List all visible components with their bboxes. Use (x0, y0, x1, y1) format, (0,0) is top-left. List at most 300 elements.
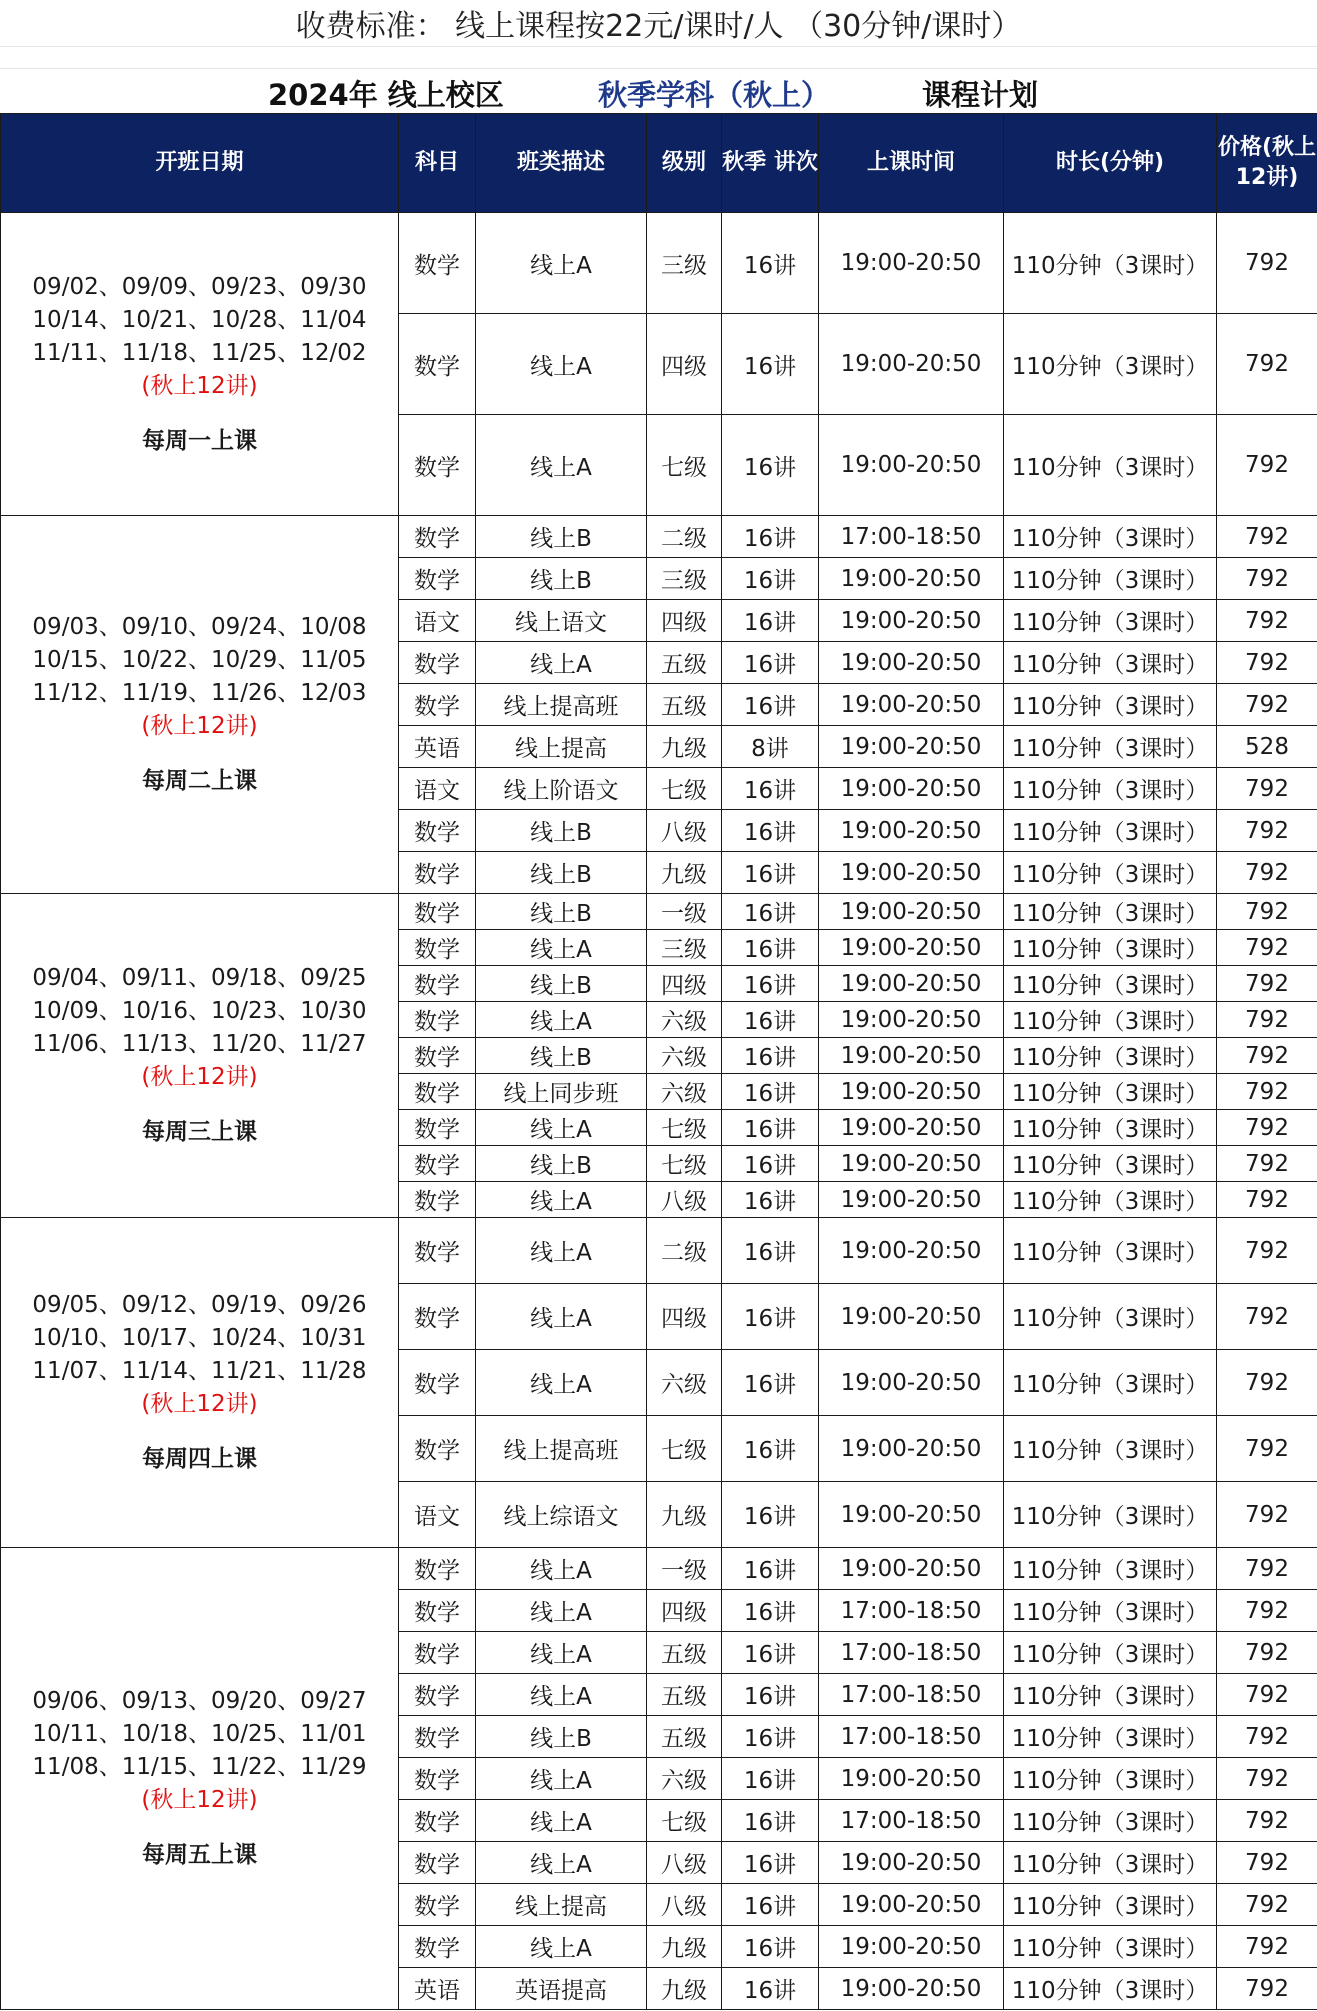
lectures-cell: 16讲 (722, 966, 819, 1002)
price-cell: 792 (1217, 1674, 1317, 1716)
class-time-cell: 19:00-20:50 (819, 600, 1004, 642)
level-cell: 七级 (647, 768, 722, 810)
date-line: 11/07、11/14、11/21、11/28 (32, 1358, 367, 1384)
lectures-note: (秋上12讲) (141, 1064, 258, 1090)
level-cell: 二级 (647, 516, 722, 558)
subject-cell: 数学 (399, 1590, 476, 1632)
class-time-cell: 19:00-20:50 (819, 1218, 1004, 1284)
table-row (1, 1548, 1317, 1590)
price-cell: 792 (1217, 1002, 1317, 1038)
duration-cell: 110分钟（3课时） (1004, 1926, 1217, 1968)
lectures-note: (秋上12讲) (141, 1787, 258, 1813)
subject-cell: 数学 (399, 1416, 476, 1482)
duration-cell: 110分钟（3课时） (1004, 314, 1217, 415)
date-line: 11/11、11/18、11/25、12/02 (32, 339, 367, 366)
lectures-cell: 16讲 (722, 768, 819, 810)
class-desc-cell: 线上A (476, 1800, 647, 1842)
lectures-cell: 16讲 (722, 930, 819, 966)
price-cell: 792 (1217, 684, 1317, 726)
subject-cell: 数学 (399, 415, 476, 516)
lectures-cell: 16讲 (722, 314, 819, 415)
class-time-cell: 19:00-20:50 (819, 1002, 1004, 1038)
subject-cell: 数学 (399, 1716, 476, 1758)
level-cell: 五级 (647, 642, 722, 684)
level-cell: 六级 (647, 1038, 722, 1074)
header-row (1, 114, 1317, 213)
date-line: 11/06、11/13、11/20、11/27 (32, 1031, 367, 1057)
class-time-cell: 19:00-20:50 (819, 684, 1004, 726)
duration-cell: 110分钟（3课时） (1004, 1842, 1217, 1884)
duration-cell: 110分钟（3课时） (1004, 1002, 1217, 1038)
price-cell: 792 (1217, 1758, 1317, 1800)
class-desc-cell: 线上A (476, 1758, 647, 1800)
price-cell: 792 (1217, 894, 1317, 930)
date-line: 09/05、09/12、09/19、09/26 (32, 1292, 367, 1318)
class-desc-cell: 线上A (476, 1926, 647, 1968)
class-desc-cell: 线上A (476, 642, 647, 684)
class-time-cell: 19:00-20:50 (819, 1548, 1004, 1590)
group-dates-cell (1, 213, 399, 516)
level-cell: 四级 (647, 1590, 722, 1632)
class-time-cell: 19:00-20:50 (819, 642, 1004, 684)
subject-cell: 数学 (399, 1074, 476, 1110)
lectures-cell: 16讲 (722, 600, 819, 642)
class-desc-cell: 线上B (476, 894, 647, 930)
price-cell: 792 (1217, 1110, 1317, 1146)
class-desc-cell: 线上B (476, 1038, 647, 1074)
lectures-cell: 16讲 (722, 1590, 819, 1632)
level-cell: 一级 (647, 1548, 722, 1590)
class-time-cell: 19:00-20:50 (819, 1968, 1004, 2010)
duration-cell: 110分钟（3课时） (1004, 1800, 1217, 1842)
level-cell: 五级 (647, 1632, 722, 1674)
class-desc-cell: 线上A (476, 1110, 647, 1146)
duration-cell: 110分钟（3课时） (1004, 930, 1217, 966)
level-cell: 七级 (647, 1416, 722, 1482)
lectures-note: (秋上12讲) (141, 372, 258, 399)
level-cell: 四级 (647, 1284, 722, 1350)
class-desc-cell: 线上A (476, 930, 647, 966)
lectures-cell: 16讲 (722, 852, 819, 894)
subject-cell: 数学 (399, 1146, 476, 1182)
price-cell: 792 (1217, 516, 1317, 558)
price-cell: 792 (1217, 1416, 1317, 1482)
lectures-cell: 16讲 (722, 1800, 819, 1842)
schedule-table (0, 113, 1317, 2010)
level-cell: 四级 (647, 600, 722, 642)
class-desc-cell: 线上语文 (476, 600, 647, 642)
subject-cell: 数学 (399, 684, 476, 726)
subject-cell: 数学 (399, 213, 476, 314)
header-class-time: 上课时间 (819, 114, 1004, 213)
class-time-cell: 19:00-20:50 (819, 314, 1004, 415)
lectures-cell: 16讲 (722, 1146, 819, 1182)
level-cell: 三级 (647, 930, 722, 966)
lectures-cell: 16讲 (722, 1716, 819, 1758)
level-cell: 八级 (647, 1884, 722, 1926)
subject-cell: 数学 (399, 314, 476, 415)
title-plan: 课程计划 (922, 78, 1039, 112)
subject-cell: 英语 (399, 1968, 476, 2010)
class-desc-cell: 线上B (476, 1716, 647, 1758)
class-time-cell: 19:00-20:50 (819, 810, 1004, 852)
duration-cell: 110分钟（3课时） (1004, 1758, 1217, 1800)
subject-cell: 语文 (399, 768, 476, 810)
duration-cell: 110分钟（3课时） (1004, 1482, 1217, 1548)
duration-cell: 110分钟（3课时） (1004, 1674, 1217, 1716)
class-time-cell: 19:00-20:50 (819, 966, 1004, 1002)
class-time-cell: 17:00-18:50 (819, 1590, 1004, 1632)
class-time-cell: 19:00-20:50 (819, 930, 1004, 966)
level-cell: 九级 (647, 852, 722, 894)
level-cell: 七级 (647, 1110, 722, 1146)
class-desc-cell: 线上B (476, 516, 647, 558)
price-cell: 792 (1217, 1842, 1317, 1884)
class-time-cell: 17:00-18:50 (819, 1632, 1004, 1674)
price-cell: 792 (1217, 1800, 1317, 1842)
schedule-body (1, 213, 1317, 2010)
duration-cell: 110分钟（3课时） (1004, 1548, 1217, 1590)
subject-cell: 数学 (399, 930, 476, 966)
duration-cell: 110分钟（3课时） (1004, 852, 1217, 894)
duration-cell: 110分钟（3课时） (1004, 642, 1217, 684)
level-cell: 四级 (647, 314, 722, 415)
duration-cell: 110分钟（3课时） (1004, 415, 1217, 516)
lectures-cell: 16讲 (722, 1002, 819, 1038)
duration-cell: 110分钟（3课时） (1004, 1038, 1217, 1074)
duration-cell: 110分钟（3课时） (1004, 558, 1217, 600)
duration-cell: 110分钟（3课时） (1004, 1284, 1217, 1350)
class-desc-cell: 线上A (476, 1284, 647, 1350)
price-cell: 792 (1217, 1926, 1317, 1968)
class-time-cell: 19:00-20:50 (819, 1350, 1004, 1416)
price-cell: 792 (1217, 1182, 1317, 1218)
date-line: 09/03、09/10、09/24、10/08 (32, 614, 367, 640)
lectures-cell: 16讲 (722, 558, 819, 600)
subject-cell: 数学 (399, 1884, 476, 1926)
duration-cell: 110分钟（3课时） (1004, 516, 1217, 558)
lectures-cell: 16讲 (722, 516, 819, 558)
price-cell: 792 (1217, 1038, 1317, 1074)
price-cell: 792 (1217, 1548, 1317, 1590)
date-line: 09/04、09/11、09/18、09/25 (32, 965, 367, 991)
level-cell: 三级 (647, 213, 722, 314)
level-cell: 六级 (647, 1074, 722, 1110)
subject-cell: 数学 (399, 1350, 476, 1416)
duration-cell: 110分钟（3课时） (1004, 1110, 1217, 1146)
duration-cell: 110分钟（3课时） (1004, 684, 1217, 726)
class-time-cell: 19:00-20:50 (819, 1758, 1004, 1800)
class-desc-cell: 线上B (476, 852, 647, 894)
lectures-note: (秋上12讲) (141, 713, 258, 739)
price-cell: 792 (1217, 1284, 1317, 1350)
duration-cell: 110分钟（3课时） (1004, 726, 1217, 768)
subject-cell: 数学 (399, 1800, 476, 1842)
weekday-label: 每周四上课 (142, 1446, 257, 1472)
class-time-cell: 19:00-20:50 (819, 1842, 1004, 1884)
lectures-cell: 16讲 (722, 684, 819, 726)
duration-cell: 110分钟（3课时） (1004, 1716, 1217, 1758)
class-desc-cell: 线上阶语文 (476, 768, 647, 810)
subject-cell: 数学 (399, 894, 476, 930)
duration-cell: 110分钟（3课时） (1004, 1416, 1217, 1482)
lectures-cell: 16讲 (722, 1926, 819, 1968)
class-desc-cell: 线上同步班 (476, 1074, 647, 1110)
class-desc-cell: 英语提高 (476, 1968, 647, 2010)
class-time-cell: 19:00-20:50 (819, 1884, 1004, 1926)
class-time-cell: 19:00-20:50 (819, 1416, 1004, 1482)
class-time-cell: 19:00-20:50 (819, 1038, 1004, 1074)
duration-cell: 110分钟（3课时） (1004, 1968, 1217, 2010)
class-time-cell: 19:00-20:50 (819, 1110, 1004, 1146)
subject-cell: 数学 (399, 1758, 476, 1800)
level-cell: 二级 (647, 1218, 722, 1284)
group-dates-cell (1, 1218, 399, 1548)
lectures-cell: 16讲 (722, 1548, 819, 1590)
subject-cell: 数学 (399, 1632, 476, 1674)
subject-cell: 数学 (399, 516, 476, 558)
weekday-label: 每周一上课 (142, 427, 257, 454)
class-time-cell: 17:00-18:50 (819, 516, 1004, 558)
lectures-cell: 16讲 (722, 1842, 819, 1884)
lectures-cell: 16讲 (722, 810, 819, 852)
lectures-cell: 16讲 (722, 1284, 819, 1350)
price-cell: 792 (1217, 966, 1317, 1002)
price-cell: 792 (1217, 1074, 1317, 1110)
header-class-desc: 班类描述 (476, 114, 647, 213)
subject-cell: 数学 (399, 966, 476, 1002)
duration-cell: 110分钟（3课时） (1004, 768, 1217, 810)
subject-cell: 数学 (399, 1674, 476, 1716)
lectures-cell: 16讲 (722, 1074, 819, 1110)
duration-cell: 110分钟（3课时） (1004, 213, 1217, 314)
price-cell: 792 (1217, 1632, 1317, 1674)
level-cell: 五级 (647, 1674, 722, 1716)
lectures-cell: 16讲 (722, 894, 819, 930)
subject-cell: 数学 (399, 558, 476, 600)
level-cell: 九级 (647, 726, 722, 768)
subject-cell: 英语 (399, 726, 476, 768)
table-row (1, 516, 1317, 558)
class-desc-cell: 线上A (476, 314, 647, 415)
divider (0, 46, 1317, 47)
date-line: 10/15、10/22、10/29、11/05 (32, 647, 367, 673)
level-cell: 七级 (647, 1146, 722, 1182)
class-desc-cell: 线上A (476, 213, 647, 314)
lectures-cell: 16讲 (722, 415, 819, 516)
weekday-label: 每周三上课 (142, 1119, 257, 1145)
class-desc-cell: 线上提高 (476, 1884, 647, 1926)
group-dates-cell (1, 1548, 399, 2010)
level-cell: 八级 (647, 810, 722, 852)
duration-cell: 110分钟（3课时） (1004, 1884, 1217, 1926)
class-desc-cell: 线上提高班 (476, 1416, 647, 1482)
class-desc-cell: 线上A (476, 1590, 647, 1632)
title-season: 秋季学科（秋上） (598, 78, 831, 112)
header-level: 级别 (647, 114, 722, 213)
class-time-cell: 19:00-20:50 (819, 768, 1004, 810)
class-time-cell: 19:00-20:50 (819, 1482, 1004, 1548)
price-cell: 792 (1217, 1968, 1317, 2010)
header-lectures (722, 114, 819, 213)
level-cell: 六级 (647, 1350, 722, 1416)
class-desc-cell: 线上A (476, 415, 647, 516)
date-line: 11/12、11/19、11/26、12/03 (32, 680, 367, 706)
date-line: 09/02、09/09、09/23、09/30 (32, 273, 367, 300)
level-cell: 六级 (647, 1758, 722, 1800)
price-cell: 792 (1217, 1218, 1317, 1284)
level-cell: 五级 (647, 684, 722, 726)
duration-cell: 110分钟（3课时） (1004, 1218, 1217, 1284)
level-cell: 一级 (647, 894, 722, 930)
price-cell: 792 (1217, 1590, 1317, 1632)
price-cell: 792 (1217, 642, 1317, 684)
date-line: 10/14、10/21、10/28、11/04 (32, 306, 367, 333)
header-start-date: 开班日期 (1, 114, 399, 213)
duration-cell: 110分钟（3课时） (1004, 1182, 1217, 1218)
duration-cell: 110分钟（3课时） (1004, 894, 1217, 930)
price-cell: 792 (1217, 768, 1317, 810)
class-time-cell: 19:00-20:50 (819, 1146, 1004, 1182)
class-time-cell: 19:00-20:50 (819, 852, 1004, 894)
subject-cell: 数学 (399, 1926, 476, 1968)
class-time-cell: 17:00-18:50 (819, 1716, 1004, 1758)
class-desc-cell: 线上A (476, 1182, 647, 1218)
header-subject: 科目 (399, 114, 476, 213)
lectures-cell: 16讲 (722, 642, 819, 684)
subject-cell: 数学 (399, 1284, 476, 1350)
subject-cell: 数学 (399, 1842, 476, 1884)
class-time-cell: 19:00-20:50 (819, 213, 1004, 314)
duration-cell: 110分钟（3课时） (1004, 1632, 1217, 1674)
lectures-cell: 16讲 (722, 1350, 819, 1416)
price-cell: 792 (1217, 1350, 1317, 1416)
level-cell: 九级 (647, 1482, 722, 1548)
lectures-cell: 16讲 (722, 1758, 819, 1800)
lectures-cell: 16讲 (722, 1110, 819, 1146)
class-time-cell: 19:00-20:50 (819, 1284, 1004, 1350)
class-time-cell: 19:00-20:50 (819, 415, 1004, 516)
duration-cell: 110分钟（3课时） (1004, 1146, 1217, 1182)
class-desc-cell: 线上A (476, 1842, 647, 1884)
price-cell: 792 (1217, 213, 1317, 314)
table-row (1, 894, 1317, 930)
duration-cell: 110分钟（3课时） (1004, 600, 1217, 642)
lectures-cell: 16讲 (722, 1632, 819, 1674)
lectures-cell: 16讲 (722, 1482, 819, 1548)
lectures-cell: 16讲 (722, 1416, 819, 1482)
class-desc-cell: 线上A (476, 1632, 647, 1674)
divider (0, 68, 1317, 69)
lectures-cell: 16讲 (722, 1182, 819, 1218)
subject-cell: 数学 (399, 810, 476, 852)
class-desc-cell: 线上B (476, 558, 647, 600)
class-desc-cell: 线上提高班 (476, 684, 647, 726)
weekday-label: 每周二上课 (142, 768, 257, 794)
group-dates-cell (1, 516, 399, 894)
lectures-cell: 16讲 (722, 213, 819, 314)
price-cell: 792 (1217, 930, 1317, 966)
class-desc-cell: 线上B (476, 810, 647, 852)
class-time-cell: 19:00-20:50 (819, 1074, 1004, 1110)
level-cell: 九级 (647, 1968, 722, 2010)
class-desc-cell: 线上提高 (476, 726, 647, 768)
class-desc-cell: 线上A (476, 1002, 647, 1038)
price-cell: 528 (1217, 726, 1317, 768)
price-cell: 792 (1217, 810, 1317, 852)
class-time-cell: 19:00-20:50 (819, 726, 1004, 768)
level-cell: 三级 (647, 558, 722, 600)
date-line: 10/10、10/17、10/24、10/31 (32, 1325, 367, 1351)
level-cell: 九级 (647, 1926, 722, 1968)
lectures-cell: 16讲 (722, 1968, 819, 2010)
level-cell: 八级 (647, 1182, 722, 1218)
subject-cell: 语文 (399, 600, 476, 642)
class-desc-cell: 线上A (476, 1548, 647, 1590)
duration-cell: 110分钟（3课时） (1004, 810, 1217, 852)
date-line: 11/08、11/15、11/22、11/29 (32, 1754, 367, 1780)
date-line: 10/11、10/18、10/25、11/01 (32, 1721, 367, 1747)
level-cell: 四级 (647, 966, 722, 1002)
date-line: 09/06、09/13、09/20、09/27 (32, 1688, 367, 1714)
subject-cell: 数学 (399, 642, 476, 684)
class-time-cell: 19:00-20:50 (819, 894, 1004, 930)
subject-cell: 数学 (399, 852, 476, 894)
class-desc-cell: 线上B (476, 966, 647, 1002)
page-title (0, 70, 1317, 112)
title-year-campus: 2024年 线上校区 (268, 78, 504, 112)
level-cell: 七级 (647, 415, 722, 516)
level-cell: 七级 (647, 1800, 722, 1842)
price-cell: 792 (1217, 1884, 1317, 1926)
duration-cell: 110分钟（3课时） (1004, 1074, 1217, 1110)
subject-cell: 语文 (399, 1482, 476, 1548)
class-desc-cell: 线上A (476, 1218, 647, 1284)
level-cell: 八级 (647, 1842, 722, 1884)
class-time-cell: 19:00-20:50 (819, 558, 1004, 600)
price-cell: 792 (1217, 852, 1317, 894)
class-desc-cell: 线上综语文 (476, 1482, 647, 1548)
duration-cell: 110分钟（3课时） (1004, 1350, 1217, 1416)
duration-cell: 110分钟（3课时） (1004, 1590, 1217, 1632)
class-time-cell: 19:00-20:50 (819, 1926, 1004, 1968)
subject-cell: 数学 (399, 1548, 476, 1590)
date-line: 10/09、10/16、10/23、10/30 (32, 998, 367, 1024)
fee-note: 收费标准： 线上课程按22元/课时/人 （30分钟/课时） (0, 0, 1317, 46)
class-desc-cell: 线上B (476, 1146, 647, 1182)
price-cell: 792 (1217, 600, 1317, 642)
duration-cell: 110分钟（3课时） (1004, 966, 1217, 1002)
group-dates-cell (1, 894, 399, 1218)
lectures-note: (秋上12讲) (141, 1391, 258, 1417)
lectures-cell: 16讲 (722, 1884, 819, 1926)
header-price-text: 价格(秋上12讲) (1217, 135, 1317, 190)
class-desc-cell: 线上A (476, 1350, 647, 1416)
header-price (1217, 114, 1317, 213)
header-lectures-text: 秋季 讲次 (722, 150, 818, 175)
level-cell: 五级 (647, 1716, 722, 1758)
lectures-cell: 16讲 (722, 1038, 819, 1074)
lectures-cell: 16讲 (722, 1218, 819, 1284)
subject-cell: 数学 (399, 1002, 476, 1038)
class-time-cell: 19:00-20:50 (819, 1182, 1004, 1218)
price-cell: 792 (1217, 558, 1317, 600)
table-row (1, 213, 1317, 314)
class-time-cell: 17:00-18:50 (819, 1674, 1004, 1716)
price-cell: 792 (1217, 1146, 1317, 1182)
price-cell: 792 (1217, 415, 1317, 516)
weekday-label: 每周五上课 (142, 1842, 257, 1868)
